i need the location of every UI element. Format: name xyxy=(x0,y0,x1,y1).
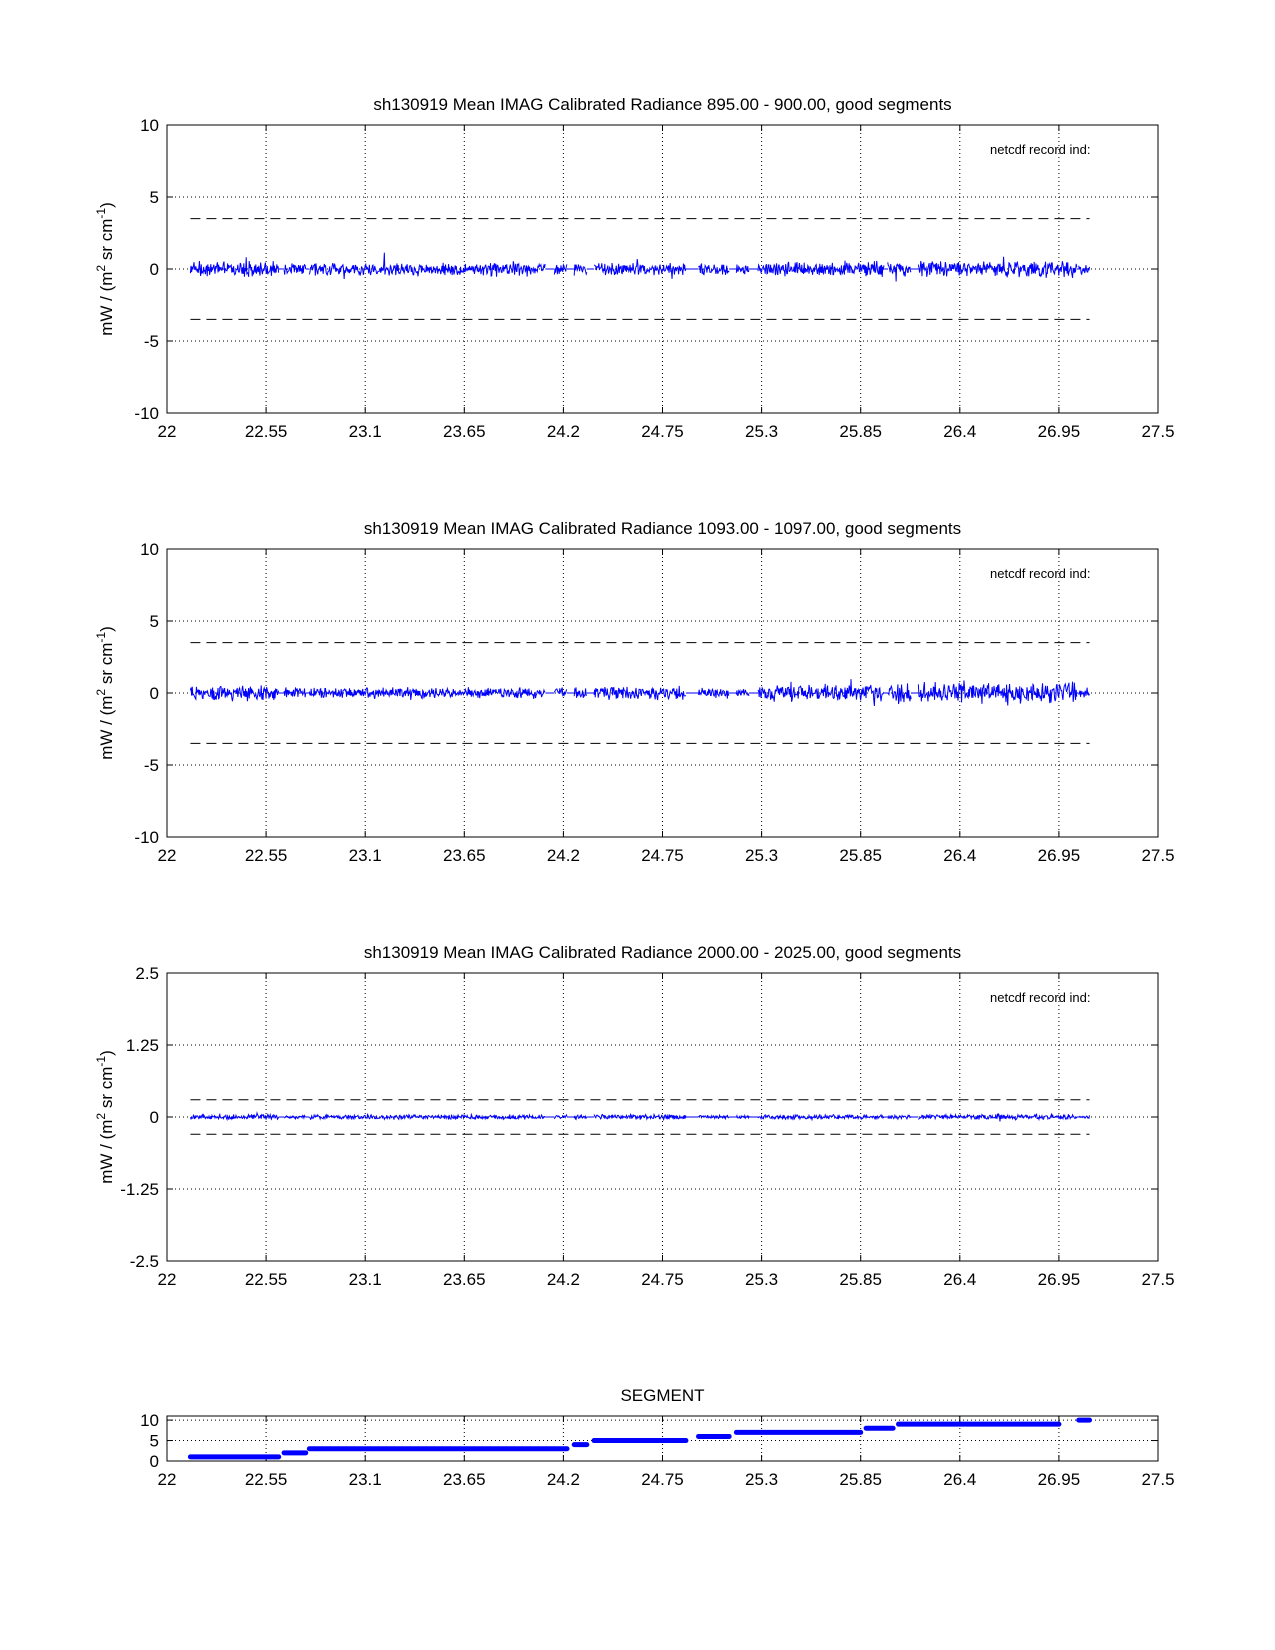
series-segment-4 xyxy=(554,1115,567,1119)
x-tick-label: 25.3 xyxy=(745,422,779,441)
series-segment-12 xyxy=(1079,265,1090,274)
chart-title: sh130919 Mean IMAG Calibrated Radiance 895.00 - 900.00, good segments xyxy=(373,95,952,114)
x-tick-label: 25.3 xyxy=(745,846,779,865)
series-segment-1 xyxy=(190,1113,278,1120)
x-tick-label: 23.1 xyxy=(348,422,382,441)
x-tick-label: 22 xyxy=(157,422,177,441)
series-segment-7 xyxy=(699,263,730,274)
y-tick-label: -5 xyxy=(143,332,159,351)
record-annotation: netcdf record ind: xyxy=(990,142,1091,157)
series-segment-6 xyxy=(594,259,686,279)
series-segment-3 xyxy=(309,253,545,279)
x-tick-label: 22.55 xyxy=(244,1270,288,1289)
series-segment-12 xyxy=(1079,688,1090,698)
chart-1 xyxy=(94,95,1175,441)
series-segment-5 xyxy=(574,1115,587,1119)
y-tick-label: 10 xyxy=(140,540,159,559)
x-tick-label: 24.75 xyxy=(641,1470,684,1489)
x-tick-label: 26.95 xyxy=(1037,422,1081,441)
x-tick-label: 26.4 xyxy=(943,422,977,441)
series-segment-5 xyxy=(574,265,587,276)
series-segment-7 xyxy=(699,688,730,699)
chart-title: sh130919 Mean IMAG Calibrated Radiance 2000.00 - 2025.00, good segments xyxy=(363,943,962,962)
series-segment-10 xyxy=(888,1115,911,1119)
series-segment-9 xyxy=(758,679,884,706)
y-tick-label: 5 xyxy=(149,188,159,207)
x-tick-label: 23.1 xyxy=(348,1470,382,1489)
x-tick-label: 23.1 xyxy=(348,846,382,865)
record-annotation: netcdf record ind: xyxy=(990,990,1091,1005)
y-axis-label: mW / ($m^2$ sr $cm^{-1}$) xyxy=(94,1050,116,1184)
x-tick-label: 22.55 xyxy=(244,846,288,865)
series-segment-10 xyxy=(888,683,911,704)
series-segment-4 xyxy=(554,688,567,696)
y-tick-label: -5 xyxy=(143,756,159,775)
y-tick-label: 5 xyxy=(149,612,159,631)
chart-4 xyxy=(140,1386,1174,1489)
y-tick-label: 10 xyxy=(140,1411,159,1431)
x-tick-label: 24.2 xyxy=(546,1270,580,1289)
x-tick-label: 22 xyxy=(157,846,177,865)
x-tick-label: 24.2 xyxy=(546,846,580,865)
x-tick-label: 24.75 xyxy=(641,846,684,865)
record-annotation: netcdf record ind: xyxy=(990,566,1091,581)
x-tick-label: 24.75 xyxy=(641,422,684,441)
series-segment-1 xyxy=(190,257,278,276)
x-tick-label: 22.55 xyxy=(244,1470,288,1489)
y-tick-label: 5 xyxy=(149,1431,159,1451)
x-tick-label: 26.4 xyxy=(943,1270,977,1289)
series-segment-8 xyxy=(736,1116,749,1119)
y-tick-label: 1.25 xyxy=(125,1036,159,1055)
x-tick-label: 27.5 xyxy=(1141,1270,1175,1289)
chart-title: SEGMENT xyxy=(620,1386,705,1405)
x-tick-label: 22 xyxy=(157,1270,177,1289)
chart-2 xyxy=(94,519,1175,865)
x-tick-label: 24.75 xyxy=(641,1270,684,1289)
y-tick-label: -10 xyxy=(134,404,159,423)
y-axis-label: mW / ($m^2$ sr $cm^{-1}$) xyxy=(94,626,116,760)
x-tick-label: 24.2 xyxy=(546,422,580,441)
x-tick-label: 23.65 xyxy=(443,1270,486,1289)
y-tick-label: -1.25 xyxy=(120,1180,159,1199)
series-segment-1 xyxy=(190,685,278,701)
x-tick-label: 26.95 xyxy=(1037,1270,1081,1289)
series-segment-3 xyxy=(309,687,545,700)
series-segment-4 xyxy=(554,264,567,274)
x-tick-label: 23.65 xyxy=(443,846,486,865)
series-segment-11 xyxy=(918,1114,1076,1122)
series-segment-8 xyxy=(736,265,749,275)
x-tick-label: 23.65 xyxy=(443,422,486,441)
x-tick-label: 27.5 xyxy=(1141,846,1175,865)
x-tick-label: 26.4 xyxy=(943,846,977,865)
y-axis-label: mW / ($m^2$ sr $cm^{-1}$) xyxy=(94,202,116,336)
series-segment-2 xyxy=(284,687,306,697)
x-tick-label: 23.65 xyxy=(443,1470,486,1489)
x-tick-label: 25.85 xyxy=(839,846,882,865)
x-tick-label: 25.3 xyxy=(745,1270,779,1289)
x-tick-label: 25.3 xyxy=(745,1470,779,1489)
chart-3 xyxy=(94,943,1175,1289)
x-tick-label: 22 xyxy=(157,1470,177,1489)
y-tick-label: 0 xyxy=(149,684,159,703)
x-tick-label: 25.85 xyxy=(839,1270,882,1289)
series-segment-9 xyxy=(758,261,884,277)
series-segment-10 xyxy=(888,262,911,281)
x-tick-label: 25.85 xyxy=(839,1470,882,1489)
y-tick-label: 10 xyxy=(140,116,159,135)
y-tick-label: -10 xyxy=(134,828,159,847)
x-tick-label: 23.1 xyxy=(348,1270,382,1289)
chart-title: sh130919 Mean IMAG Calibrated Radiance 1093.00 - 1097.00, good segments xyxy=(363,519,962,538)
x-tick-label: 27.5 xyxy=(1141,1470,1175,1489)
x-tick-label: 26.95 xyxy=(1037,1470,1081,1489)
y-tick-label: -2.5 xyxy=(129,1252,159,1271)
series-segment-9 xyxy=(758,1115,884,1120)
series-segment-5 xyxy=(574,687,587,697)
x-tick-label: 25.85 xyxy=(839,422,882,441)
x-tick-label: 27.5 xyxy=(1141,422,1175,441)
x-tick-label: 26.4 xyxy=(943,1470,977,1489)
series-segment-11 xyxy=(918,257,1076,278)
x-tick-label: 22.55 xyxy=(244,422,288,441)
y-tick-label: 0 xyxy=(149,260,159,279)
x-tick-label: 24.2 xyxy=(546,1470,580,1489)
y-tick-label: 0 xyxy=(149,1452,159,1471)
y-tick-label: 0 xyxy=(149,1108,159,1127)
y-tick-label: 2.5 xyxy=(135,964,159,983)
x-tick-label: 26.95 xyxy=(1037,846,1081,865)
series-segment-11 xyxy=(918,680,1076,705)
